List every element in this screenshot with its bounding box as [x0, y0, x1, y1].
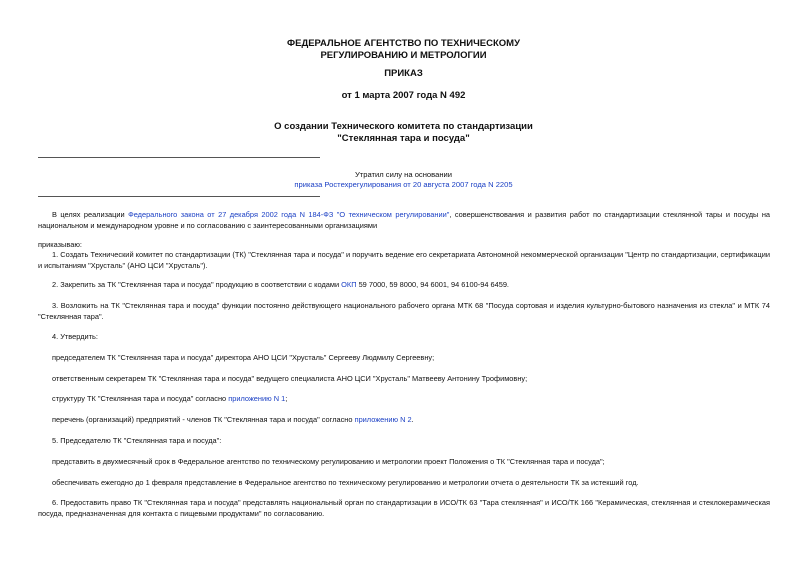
status-note-text: Утратил силу на основании — [354, 170, 453, 179]
item-5: 5. Председателю ТК "Стеклянная тара и посуда": — [52, 436, 222, 445]
agency-line-2: РЕГУЛИРОВАНИЮ И МЕТРОЛОГИИ — [320, 50, 487, 61]
status-note — [0, 170, 807, 190]
item-5-annual-report: обеспечивать ежегодно до 1 февраля представление в Федеральное агентство по техническому регулированию и метрологии отчета о деятельности ТК за истекший год. — [52, 478, 639, 487]
agency-line-1: ФЕДЕРАЛЬНОЕ АГЕНТСТВО ПО ТЕХНИЧЕСКОМУ — [287, 38, 520, 49]
item-4-structure — [38, 393, 770, 404]
intro-text-end: , совершенствования и развития работ по стандартизации стеклянной тары и посуды на национальном и международном уровне и по согласованию с заинтересованными организациями — [38, 210, 771, 230]
appendix-2-link[interactable]: приложению N 2 — [354, 415, 412, 424]
federal-law-link[interactable]: Федерального закона от 27 декабря 2002 года N 184-ФЗ "О техническом регулировании" — [128, 210, 450, 219]
item-4-members-text: перечень (организаций) предприятий - членов ТК "Стеклянная тара и посуда" согласно — [52, 415, 355, 424]
item-4-members — [38, 414, 770, 425]
divider-bottom — [38, 196, 320, 197]
order-word: приказываю: — [38, 240, 82, 249]
item-4-secretary: ответственным секретарем ТК "Стеклянная тара и посуда" ведущего специалиста АНО ЦСИ "Хрусталь" Матвееву Антонину Трофимовну; — [52, 374, 528, 383]
item-4-structure-text: структуру ТК "Стеклянная тара и посуда" согласно — [52, 394, 229, 403]
doc-title-line-1: О создании Технического комитета по стандартизации — [274, 121, 533, 132]
doc-title-line-2: "Стеклянная тара и посуда" — [337, 133, 470, 144]
item-1: 1. Создать Технический комитет по стандартизации (ТК) "Стеклянная тара и посуда" и поручить ведение его секретариата Автономной некоммерческой организации "Центр по стандартизации, сертификации и испытаниям "Хрусталь" (АНО ЦСИ "Хрусталь"). — [38, 250, 770, 270]
item-4: 4. Утвердить: — [52, 332, 98, 341]
divider-top — [38, 157, 320, 158]
item-2 — [38, 279, 770, 290]
doc-date-number: от 1 марта 2007 года N 492 — [341, 90, 466, 101]
status-note-link[interactable]: приказа Ростехрегулирования от 20 августа 2007 года N 2205 — [294, 180, 513, 189]
item-6: 6. Предоставить право ТК "Стеклянная тара и посуда" представлять национальный орган по стандартизации в ИСО/ТК 63 "Тара стеклянная" и ИСО/ТК 166 "Керамическая, стеклянная и стеклокерамическая посуда, предназначенная для контакта с пищевыми продуктами" по согласованию. — [38, 498, 770, 518]
item-3: 3. Возложить на ТК "Стеклянная тара и посуда" функции постоянно действующего национального рабочего органа МТК 68 "Посуда сортовая и изделия культурно-бытового назначения из стекла" и МТК 74 "Стеклянная тара". — [38, 301, 770, 321]
item-4-structure-end: ; — [285, 394, 288, 403]
agency-name — [0, 38, 807, 62]
item-5-draft-regulation: представить в двухмесячный срок в Федеральное агентство по техническому регулированию и метрологии проект Положения о ТК "Стеклянная тара и посуда"; — [52, 457, 605, 466]
item-4-chairman: председателем ТК "Стеклянная тара и посуда" директора АНО ЦСИ "Хрусталь" Сергееву Людмилу Сергеевну; — [52, 353, 435, 362]
item-2-text-end: 59 7000, 59 8000, 94 6001, 94 6100-94 6459. — [356, 280, 509, 289]
intro-text-start: В целях реализации — [52, 210, 129, 219]
item-2-text-start: 2. Закрепить за ТК "Стеклянная тара и посуда" продукцию в соответствии с кодами — [52, 280, 342, 289]
okp-link[interactable]: ОКП — [341, 280, 357, 289]
doc-type: ПРИКАЗ — [384, 68, 423, 79]
appendix-1-link[interactable]: приложению N 1 — [228, 394, 286, 403]
item-4-members-end: . — [411, 415, 414, 424]
intro-paragraph — [38, 209, 770, 231]
doc-title — [0, 121, 807, 145]
